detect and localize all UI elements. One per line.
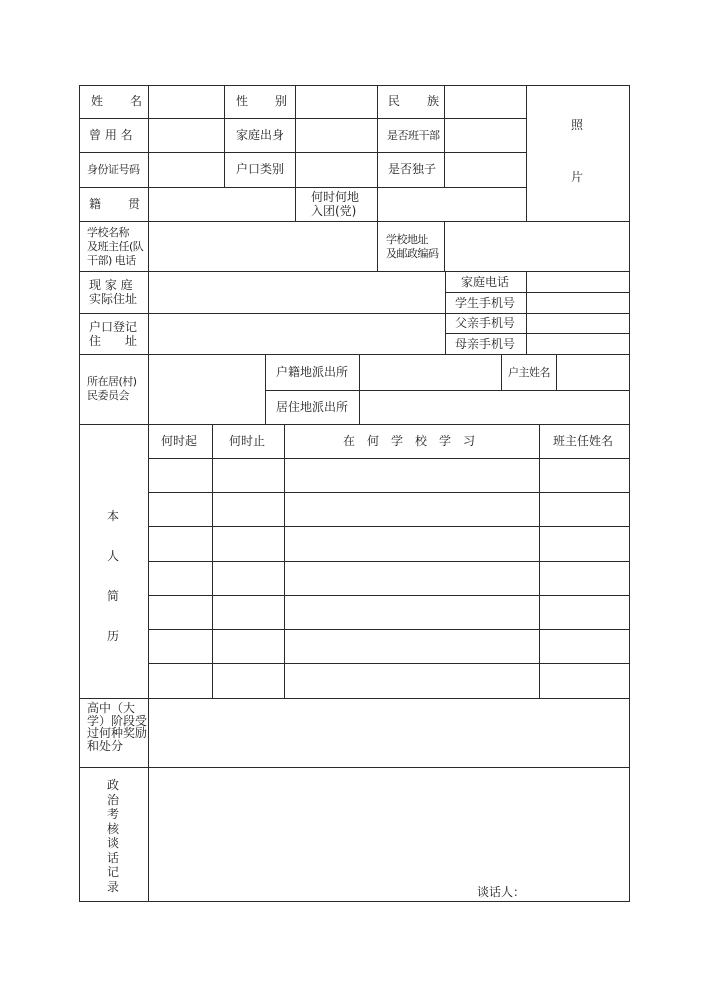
residence-police-field[interactable] (360, 391, 629, 424)
photo-box[interactable] (527, 86, 629, 221)
resume-row[interactable] (149, 493, 630, 526)
student-mobile-label: 学生手机号 (455, 296, 516, 310)
home-phone-field[interactable] (527, 272, 629, 292)
only-child-label: 是否独子 (388, 162, 437, 176)
resume-row[interactable] (149, 630, 630, 663)
mother-mobile-label: 母亲手机号 (455, 337, 516, 351)
student-mobile-field[interactable] (527, 293, 629, 313)
photo-label-top: 照 (571, 118, 584, 132)
school-address-label: 学校地址 及邮政编码 (386, 233, 439, 260)
hukou-police-label: 户籍地派出所 (276, 365, 349, 379)
photo-label-bottom: 片 (571, 170, 584, 184)
school-name-label: 学校名称 及班主任(队 干部) 电话 (87, 226, 144, 267)
hukou-type-label: 户口类别 (236, 162, 285, 176)
resume-row[interactable] (149, 527, 630, 561)
resume-col-teacher: 班主任姓名 (553, 434, 614, 448)
registered-address-field[interactable] (149, 314, 445, 354)
id-number-label: 身份证号码 (87, 163, 140, 176)
committee-label: 所在居(村) 民委员会 (87, 375, 137, 402)
father-mobile-field[interactable] (527, 314, 629, 333)
resume-row[interactable] (149, 459, 630, 492)
resume-row[interactable] (149, 596, 630, 629)
householder-field[interactable] (557, 355, 629, 390)
resume-row[interactable] (149, 562, 630, 595)
only-child-field[interactable] (445, 153, 526, 187)
residence-police-label: 居住地派出所 (276, 400, 349, 414)
family-origin-label: 家庭出身 (236, 128, 285, 142)
family-origin-field[interactable] (296, 119, 377, 152)
league-join-field[interactable] (378, 188, 526, 221)
is-cadre-field[interactable] (445, 119, 526, 152)
current-address-field[interactable] (149, 272, 445, 313)
current-address-label: 现 家 庭 实际住址 (89, 278, 138, 306)
hukou-type-field[interactable] (296, 153, 377, 187)
political-record-field[interactable] (149, 768, 629, 901)
name-label: 姓 名 (91, 94, 144, 108)
resume-col-end: 何时止 (229, 434, 266, 448)
gender-label: 性 别 (236, 94, 289, 108)
resume-col-start: 何时起 (161, 434, 198, 448)
resume-col-school: 在 何 学 校 学 习 (343, 434, 476, 448)
is-cadre-label: 是否班干部 (387, 129, 440, 142)
school-address-field[interactable] (445, 222, 629, 271)
ethnicity-label: 民 族 (388, 94, 441, 108)
home-phone-label: 家庭电话 (461, 275, 510, 289)
father-mobile-label: 父亲手机号 (455, 316, 516, 330)
ethnicity-field[interactable] (445, 86, 526, 118)
league-join-label: 何时何地 入团(党) (311, 190, 360, 218)
awards-label: 高中（大学）阶段受过何种奖励和处分 (87, 701, 148, 753)
awards-field[interactable] (149, 699, 629, 767)
former-name-label: 曾 用 名 (89, 128, 133, 142)
mother-mobile-field[interactable] (527, 334, 629, 354)
registered-address-label: 户口登记 住 址 (89, 320, 138, 348)
interviewer-label: 谈话人： (477, 885, 526, 899)
resume-row[interactable] (149, 664, 630, 698)
former-name-field[interactable] (149, 119, 224, 152)
native-place-label: 籍 贯 (89, 197, 142, 211)
gender-field[interactable] (296, 86, 377, 118)
resume-section-label: 本人简历 (106, 509, 119, 643)
school-name-field[interactable] (149, 222, 377, 271)
political-label: 政治考核谈话记录 (106, 778, 119, 894)
committee-field[interactable] (149, 355, 265, 424)
householder-label: 户主姓名 (508, 366, 550, 379)
native-place-field[interactable] (149, 188, 295, 221)
hukou-police-field[interactable] (360, 355, 501, 390)
id-number-field[interactable] (149, 153, 224, 187)
name-field[interactable] (149, 86, 224, 118)
